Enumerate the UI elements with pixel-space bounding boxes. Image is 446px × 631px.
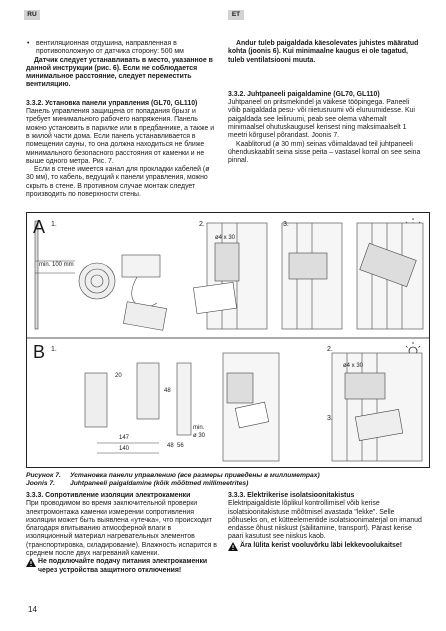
figure-dim-20: 20 [115,373,122,379]
et-column-bottom [228,492,422,550]
ru-sensor-warning: Датчик следует устанавливать в место, указанное в данной инструкции (рис. 6). Если не соблюдается минимальное расстояние, следует переместить вентиляцию. [26,56,213,89]
ru-column-top [26,40,218,199]
figure-b-step2: 2. [327,346,333,353]
figure-dim-140: 140 [119,446,130,452]
figure-a-step3: 3. [283,221,289,228]
et-paragraph-332-2: Kaablitorud (ø 30 mm) seinas võimaldavad teil juhtpaneeli ühenduskaablit seina sisse peita – vastasel korral on see seina pinnal. [228,140,421,165]
language-tag-et: ET [228,10,244,20]
et-heading-333: 3.3.3. Elektrikerise isolatsioonitakistus [228,492,355,499]
ru-paragraph-332-1: Панель управления защищена от попадания брызг и требует минимального рабочего напряжения. Панель можно установить в парилке или в предбаннике, а также и в жилой части дома. Если панель устанавливается в помещении сауны, то она должна находиться не ближе минимального безопасного расстояния от каменки и не выше одного метра. Рис. 7. [26,108,215,165]
caption-ru-number: Рисунок 7. [26,472,61,479]
figure-a-step1: 1. [51,221,57,228]
figure-b-step3: 3. [327,415,333,422]
warning-icon [228,542,238,551]
et-warning-text: Ära lülita kerist vooluvõrku läbi lekkevoolukaitse! [240,541,402,549]
figure-dim-147: 147 [119,435,130,441]
ru-heading-332: 3.3.2. Установка панели управления (GL70, GL110) [26,99,198,107]
page-number: 14 [28,605,37,614]
ru-warning-row [26,558,218,575]
figure-a-step2: 2. [199,221,205,228]
ru-bullet-vent: • вентиляционная отдушина, направленная в противоположную от датчика сторону: 500 мм [26,40,218,57]
figure-dim-min100: min. 100 mm [39,262,74,268]
figure-label-b: B [33,342,46,362]
ru-paragraph-332-2: Если в стене имеется канал для прокладки кабелей (ø 30 мм), то кабель, ведущий к панели управления, можно скрыть в стене. В противном случае монтаж следует производить по поверхности стены. [26,166,210,199]
caption-et-number: Joonis 7. [26,480,55,488]
figure-dim-48a: 48 [164,388,171,394]
figure-dim-phi30: ø 30 [193,433,206,439]
figure-caption [26,472,428,489]
figure-dim-min: min. [193,425,205,431]
ru-column-bottom [26,492,218,575]
installation-figure [26,212,430,468]
installation-figure-drawing [27,213,429,467]
caption-ru-text: Установка панели управлению (все размеры приведены в миллиметрах) [70,472,320,479]
et-paragraph-333: Elektripaigaldiste lõplikul kontrollimisel võib kerise isolatsioonitakistuse mõõtmisel avastada "lekke". Selle põhuseks on, et kütteelementide isolatsioonimaterjal on imanud endasse õhust niiskust (säilitamine, transport). Pärast kerise paari kasutust see niiskus kaob. [228,500,422,541]
warning-icon [26,558,36,567]
ru-warning-text: Не подключайте подачу питания электрокаменки через устройства защитного отключения! [38,558,208,574]
et-warning-row [228,542,422,550]
et-paragraph-332-1: Juhtpaneel on pritsmekindel ja väikese tööpingega. Paneeli võib paigaldada pesu- või riietusruumi või eluruumidesse. Kui paigaldada see leiliruumi, peab see olema vähemalt minimaalsel ohutuskaugusel kerisest ning maksimaalselt 1 meetri kõrgusel põrandast. Joonis 7. [228,99,415,140]
figure-dim-phi-b: ø4 x 30 [343,363,364,369]
et-column-top [228,40,422,166]
et-heading-332: 3.3.2. Juhtpaneeli paigaldamine (GL70, GL110) [228,90,380,98]
figure-dim-phi-a: ø4 x 30 [215,235,236,241]
figure-dim-56: 56 [177,443,184,449]
caption-et-text: Juhtpaneeli paigaldamine (kõik mõõtmed millimeetrites) [70,480,249,488]
ru-paragraph-333: При проводимом во время заключительной проверки электромонтажа каменки измерении сопротивления изоляции может быть выявлена «утечка», что происходит благодаря впитыванию атмосферной влаги в изоляционный материал нагревательных элементов (транспортировка, складирование). Влажность испарится в среднем после двух нагреваний каменки. [26,500,217,558]
figure-dim-48b: 48 [167,443,174,449]
figure-label-a: A [33,217,46,237]
ru-heading-333: 3.3.3. Сопротивление изоляции электрокаменки [26,492,191,499]
language-tag-ru: RU [24,10,40,20]
et-sensor-warning: Andur tuleb paigaldada käesolevates juhistes määratud kohta (joonis 6). Kui minimaalne kaugus ei ole tagatud, tuleb ventilatsiooni muuta. [228,40,419,64]
figure-b-step1: 1. [51,346,57,353]
